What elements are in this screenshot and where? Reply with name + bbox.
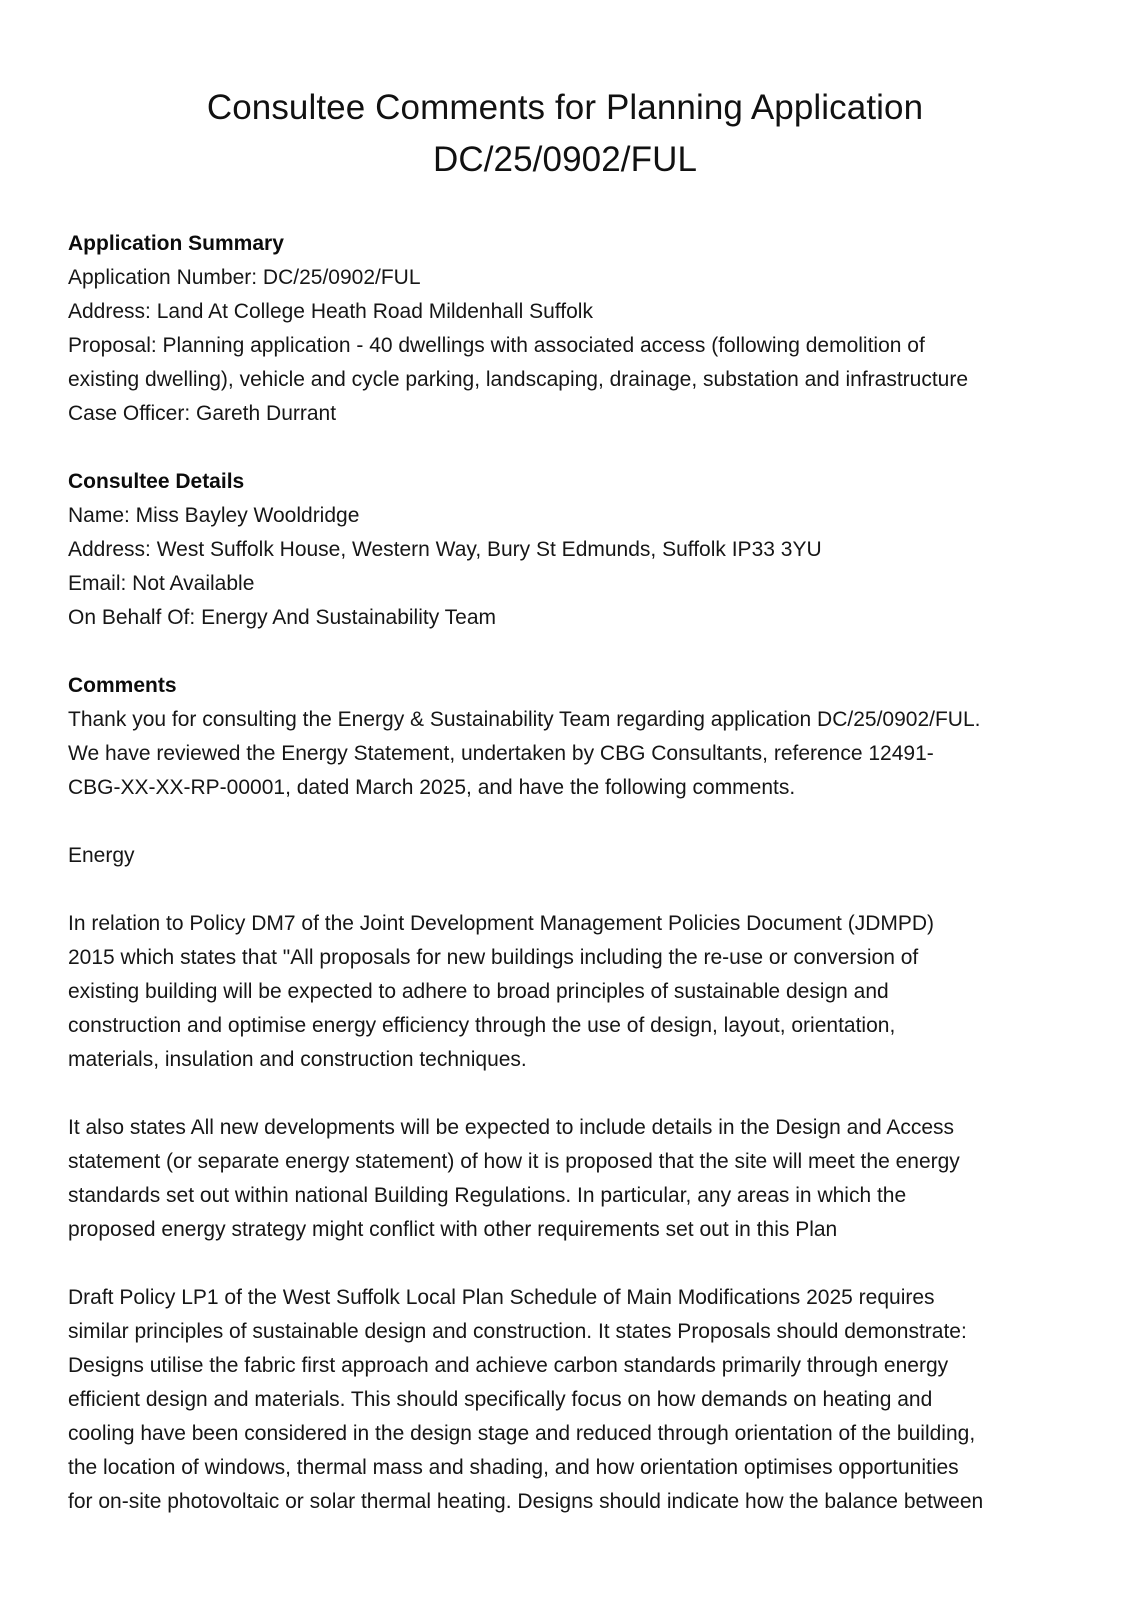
application-summary-heading: Application Summary [68,232,284,255]
application-number: Application Number: DC/25/0902/FUL [68,266,421,289]
consultee-name: Name: Miss Bayley Wooldridge [68,504,360,527]
spacer [68,873,1068,907]
comment-line: proposed energy strategy might conflict with other requirements set out in this Plan [68,1218,838,1241]
comment-line: construction and optimise energy efficiency through the use of design, layout, orientation, [68,1014,896,1037]
comment-line: statement (or separate energy statement) of how it is proposed that the site will meet the energy [68,1150,960,1173]
comment-line: standards set out within national Building Regulations. In particular, any areas in which the [68,1184,907,1207]
comment-line: for on-site photovoltaic or solar thermal heating. Designs should indicate how the balance between [68,1490,984,1513]
document-body [68,227,1068,1519]
proposal-line: Proposal: Planning application - 40 dwellings with associated access (following demolition of [68,334,925,357]
application-address: Address: Land At College Heath Road Mildenhall Suffolk [68,300,593,323]
case-officer: Case Officer: Gareth Durrant [68,402,337,425]
consultee-on-behalf-of: On Behalf Of: Energy And Sustainability Team [68,606,497,629]
consultee-address: Address: West Suffolk House, Western Way, Bury St Edmunds, Suffolk IP33 3YU [68,538,822,561]
spacer [68,1077,1068,1111]
consultee-email: Email: Not Available [68,572,255,595]
comment-line: similar principles of sustainable design and construction. It states Proposals should demonstrate: [68,1320,967,1343]
page-title-line-2: DC/25/0902/FUL [432,140,698,179]
comment-line: We have reviewed the Energy Statement, undertaken by CBG Consultants, reference 12491- [68,742,934,765]
comments-heading: Comments [68,674,177,697]
spacer [68,431,1068,465]
page-title-line-1: Consultee Comments for Planning Application [206,88,924,127]
spacer [68,635,1068,669]
spacer [68,1247,1068,1281]
consultee-details-section [68,465,1068,635]
comment-line: the location of windows, thermal mass and shading, and how orientation optimises opportunities [68,1456,959,1479]
comment-line: Thank you for consulting the Energy & Sustainability Team regarding application DC/25/0902/FUL. [68,708,981,731]
comment-line: Designs utilise the fabric first approach and achieve carbon standards primarily through energy [68,1354,949,1377]
comment-line: CBG-XX-XX-RP-00001, dated March 2025, and have the following comments. [68,776,796,799]
energy-subheading: Energy [68,844,135,867]
comment-line: In relation to Policy DM7 of the Joint Development Management Policies Document (JDMPD) [68,912,935,935]
comment-line: 2015 which states that "All proposals for new buildings including the re-use or conversion of [68,946,919,969]
comment-line: It also states All new developments will be expected to include details in the Design and Access [68,1116,955,1139]
comment-line: Draft Policy LP1 of the West Suffolk Local Plan Schedule of Main Modifications 2025 requires [68,1286,935,1309]
comment-line: materials, insulation and construction techniques. [68,1048,527,1071]
consultee-details-heading: Consultee Details [68,470,245,493]
comments-section [68,669,1068,1519]
comment-line: efficient design and materials. This should specifically focus on how demands on heating and [68,1388,933,1411]
application-summary-section [68,227,1068,431]
spacer [68,805,1068,839]
proposal-line: existing dwelling), vehicle and cycle parking, landscaping, drainage, substation and infrastructure [68,368,969,391]
comment-line: existing building will be expected to adhere to broad principles of sustainable design and [68,980,889,1003]
comment-line: cooling have been considered in the design stage and reduced through orientation of the building, [68,1422,976,1445]
